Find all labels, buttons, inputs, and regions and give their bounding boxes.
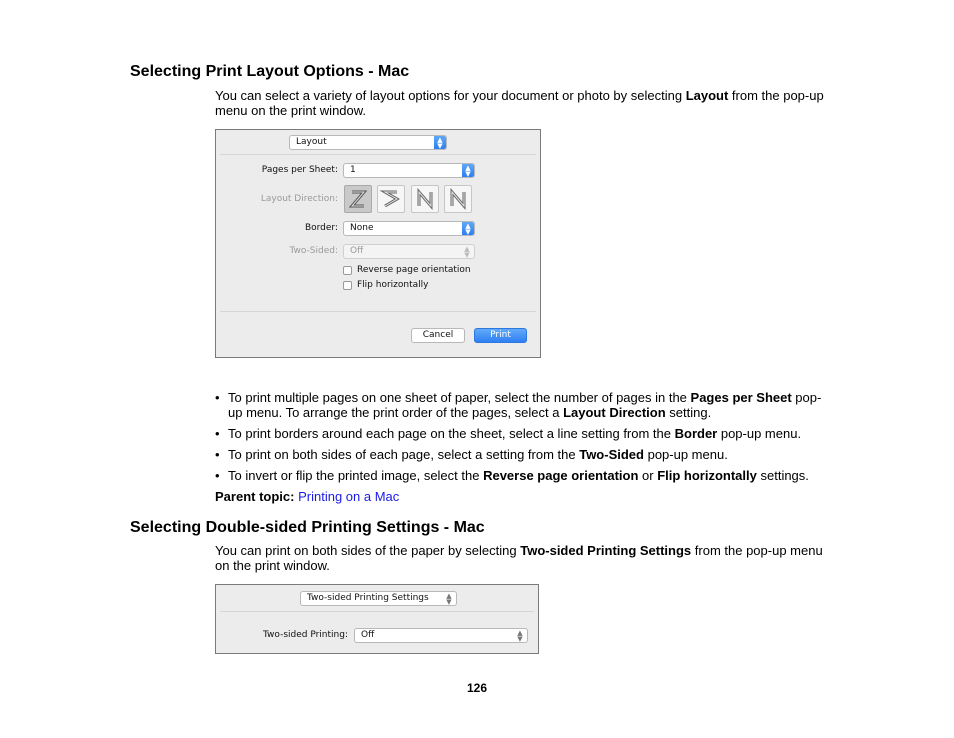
direction-n-reverse-icon bbox=[412, 186, 438, 212]
two-sided-printing-label: Two-sided Printing: bbox=[263, 630, 348, 640]
chevron-updown-icon: ▲ ▼ bbox=[446, 591, 452, 606]
direction-z-icon bbox=[345, 186, 371, 212]
reverse-orientation-label: Reverse page orientation bbox=[357, 265, 471, 275]
direction-s-button[interactable] bbox=[377, 185, 405, 213]
two-sided-dialog-screenshot bbox=[215, 584, 539, 654]
section2-intro: You can print on both sides of the paper by selecting Two-sided Printing Settings from the pop-up menu on the print window. bbox=[215, 543, 823, 573]
section-title-print-layout: Selecting Print Layout Options - Mac bbox=[130, 63, 410, 80]
flip-horizontally-label: Flip horizontally bbox=[357, 280, 429, 290]
direction-n-reverse-button[interactable] bbox=[411, 185, 439, 213]
parent-topic-link[interactable]: Printing on a Mac bbox=[298, 489, 400, 504]
direction-z-button[interactable] bbox=[344, 185, 372, 213]
layout-popup[interactable]: Layout ▲ ▼ bbox=[289, 135, 447, 150]
section1-intro: You can select a variety of layout options for your document or photo by selecting Layout from the pop-up menu on the print window. bbox=[215, 88, 824, 118]
two-sided-printing-popup[interactable]: Off ▲ ▼ bbox=[354, 628, 528, 643]
direction-n-icon bbox=[445, 186, 471, 212]
chevron-updown-icon: ▲ ▼ bbox=[517, 628, 523, 643]
chevron-updown-icon: ▲ ▼ bbox=[462, 222, 474, 235]
chevron-updown-icon: ▲ ▼ bbox=[464, 244, 470, 259]
chevron-updown-icon: ▲ ▼ bbox=[462, 164, 474, 177]
two-sided-popup[interactable]: Off ▲ ▼ bbox=[343, 244, 475, 259]
cancel-button[interactable]: Cancel bbox=[411, 328, 465, 343]
section-title-double-sided: Selecting Double-sided Printing Settings - Mac bbox=[130, 519, 485, 536]
direction-s-icon bbox=[378, 186, 404, 212]
layout-direction-label: Layout Direction: bbox=[260, 194, 338, 204]
reverse-orientation-checkbox[interactable] bbox=[343, 266, 352, 275]
chevron-updown-icon: ▲ ▼ bbox=[434, 136, 446, 149]
layout-dialog-screenshot bbox=[215, 129, 541, 358]
print-button[interactable]: Print bbox=[474, 328, 527, 343]
two-sided-settings-popup[interactable]: Two-sided Printing Settings ▲ ▼ bbox=[300, 591, 457, 606]
border-label: Border: bbox=[304, 223, 338, 233]
page-number: 126 bbox=[466, 681, 488, 695]
pages-per-sheet-popup[interactable]: 1 ▲ ▼ bbox=[343, 163, 475, 178]
two-sided-label: Two-Sided: bbox=[289, 246, 338, 256]
flip-horizontally-checkbox[interactable] bbox=[343, 281, 352, 290]
border-popup[interactable]: None ▲ ▼ bbox=[343, 221, 475, 236]
direction-n-button[interactable] bbox=[444, 185, 472, 213]
parent-topic: Parent topic: Printing on a Mac bbox=[215, 489, 400, 504]
pages-per-sheet-label: Pages per Sheet: bbox=[261, 165, 338, 175]
